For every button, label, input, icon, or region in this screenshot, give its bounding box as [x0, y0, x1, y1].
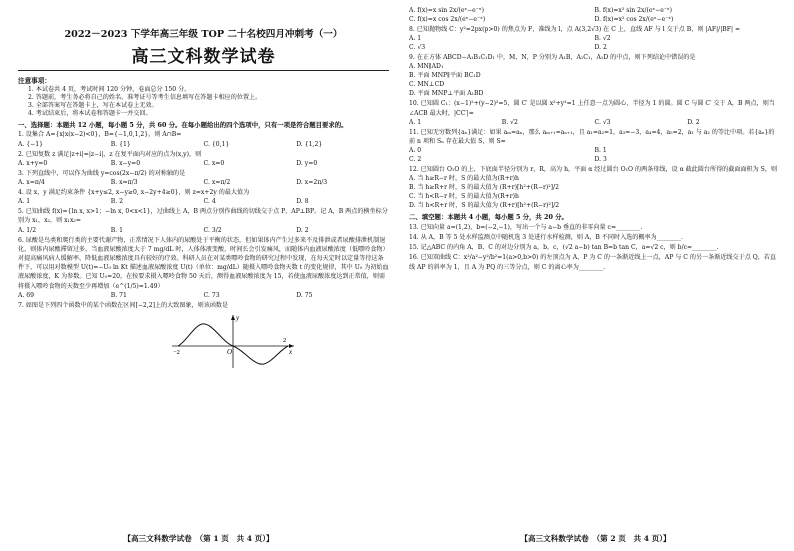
- footer-page-1: 【高三文科数学试卷 （第 1 页 共 4 页）】: [123, 534, 274, 543]
- question-text: 4. 设 x，y 满足约束条件 {x+y≤2, x−y≥0, x−2y+4≥0}，则 z=x+2y 的最大值为: [18, 189, 250, 197]
- option: B. 2: [110, 198, 123, 206]
- option: B. 71: [110, 291, 127, 299]
- options: [409, 118, 780, 127]
- question-1: [18, 130, 389, 148]
- question-2: [18, 150, 389, 168]
- option: D. 2: [594, 44, 607, 52]
- option: A. 1: [409, 118, 422, 126]
- options: [18, 178, 389, 187]
- note-item: 4. 考试结束后，将本试卷和答题卡一并交回。: [28, 110, 152, 117]
- question-text: 3. 下列直线中，可以作为曲线 y=cos(2x−π/2) 的对称轴的是: [18, 169, 186, 177]
- question-4: [18, 188, 389, 206]
- section-heading-choice: 一、选择题：本题共 12 小题，每小题 5 分，共 60 分。在每小题给出的四个选项中，只有一项是符合题目要求的。: [18, 121, 348, 129]
- option: C. 当 h<R−r 时，S 的最大值为(R+r)h: [409, 193, 519, 201]
- note-item: 3. 全部答案写在答题卡上，写在本试卷上无效。: [28, 102, 158, 109]
- option: A. 1: [409, 35, 422, 43]
- section-heading-fill: 二、填空题：本题共 4 小题，每小题 5 分，共 20 分。: [409, 213, 568, 222]
- options: [18, 291, 389, 300]
- option: A. MN∥AD₁: [409, 63, 444, 71]
- option: A. f(x)=x sin 2x/(eˣ−e⁻ˣ): [409, 7, 484, 14]
- question-text: 8. 已知抛物线 C：y²=2px(p>0) 的焦点为 F，准线为 l，点 A(3,2√3) 在 C 上，直线 AF 与 l 交于点 B，则 |AF|/|BF| =: [409, 26, 741, 33]
- y-axis-arrow: [231, 315, 235, 320]
- option: C. f(x)=x cos 2x/(eˣ−e⁻ˣ): [409, 16, 486, 23]
- option: B. √2: [501, 118, 518, 126]
- option: D. 3: [594, 156, 607, 164]
- y-axis-label: y: [236, 314, 240, 323]
- right-column: [409, 6, 780, 272]
- option: B. 1: [110, 226, 123, 234]
- options: [18, 159, 389, 168]
- question-8: [409, 25, 780, 52]
- option: D. f(x)=x² cos 2x/(eˣ−e⁻ˣ): [594, 16, 674, 23]
- option: A. 当 h≥R−r 时，S 的最大值为(R+r)h: [409, 175, 519, 183]
- question-7: [18, 301, 389, 373]
- option: A. {−1}: [18, 140, 44, 148]
- option: A. 69: [18, 291, 35, 299]
- option: D. {1,2}: [296, 140, 323, 148]
- question-text: 7. 如图是下列四个函数中的某个函数在区间[−2,2]上的大致图象，则该函数是: [18, 301, 229, 309]
- function-graph: [168, 312, 298, 370]
- question-text: 12. 已知圆台 O₁O 的上、下底面半径分别为 r，R，高为 h，平面 α 经过圆台 O₁O 的两条母线，设 α 截此圆台所得的截面面积为 S，则: [409, 166, 778, 174]
- question-text: 9. 在正方体 ABCD−A₁B₁C₁D₁ 中，M，N，P 分别为 A₁B，A₁C₁，A₁D 的中点，则下列结论中错误的是: [409, 54, 696, 62]
- option: D. x=2π/3: [296, 179, 328, 187]
- question-14: 14. 从 A，B 等 5 处水样监测点中随机选 3 处进行水样检测，则 A，B 不同时入选的概率为________.: [409, 234, 683, 242]
- q7-options: [409, 6, 780, 24]
- option: A. x+y=0: [18, 159, 48, 167]
- tick-label: −2: [173, 349, 180, 357]
- question-6: [18, 236, 389, 300]
- option: A. 1/2: [18, 226, 37, 234]
- option: C. x=0: [203, 159, 225, 167]
- exam-title: 2022－2023 下学年高三年级 TOP 二十名校四月冲刺考（一）: [64, 29, 343, 40]
- option: C. MN⊥CD: [409, 81, 445, 89]
- question-13: 13. 已知向量 a=(1,2)，b=(−2,−1)，写出一个与 a−b 垂直的非零向量 c=________.: [409, 223, 643, 231]
- option: B. 1: [594, 147, 607, 155]
- option: D. 8: [296, 198, 309, 206]
- option: C. 3/2: [203, 226, 222, 234]
- question-9: [409, 53, 780, 98]
- option: B. 平面 MNP∥平面 BC₁D: [409, 72, 481, 80]
- options: [409, 146, 780, 164]
- question-15: 15. 记△ABC 的内角 A，B，C 的对边分别为 a，b，c，(√2 a−b) tan B=b tan C，a=√2 c，则 b/c=________.: [409, 244, 719, 252]
- options: [18, 226, 389, 235]
- option: D. 2: [296, 226, 309, 234]
- question-16: 16. 已知双曲线 C：x²/a²−y²/b²=1(a>0,b>0) 的左顶点为 A，P 为 C 的一条渐近线上一点，AP 与 C 的另一条渐近线交于点 Q，若直线 AP 的斜率为 1，且 A 为 PQ 的三等分点，则 C 的离心率为________.: [409, 254, 777, 271]
- notes-heading: 注意事项：: [18, 77, 51, 85]
- options: [409, 62, 780, 98]
- option: C. √3: [594, 118, 611, 126]
- question-text: 11. 已知无穷数列{aₙ}满足：如果 aₘ=aₙ，那么 aₘ₊₁=aₙ₊₁，且 a₁=a₂=1，a₃=−3，a₄=4，a₅=2，a₁ 与 a₂ 的等比中项。若{aₙ}的前 n 项和 Sₙ 存在最大值 S，则 S=: [409, 128, 775, 146]
- question-text: 2. 已知复数 z 满足|z+i|=|z−i|，z 在复平面内对应的点为(x,y)，则: [18, 150, 202, 158]
- question-text: 1. 设集合 A={x|x(x−2)<0}，B={−1,0,1,2}，则 A∩B=: [18, 131, 182, 139]
- option: C. √3: [409, 44, 426, 52]
- option: B. 当 h≥R+r 时，S 的最大值为 (R+r)[h²+(R−r)²]/2: [409, 184, 559, 192]
- option: D. 当 h<R+r 时，S 的最大值为 (R+r)[h²+(R−r)²]/2: [409, 202, 560, 210]
- page-right: [397, 0, 794, 551]
- note-item: 2. 答题前，考生务必将自己的姓名、准考证号等考生信息填写在答题卡相应的位置上。: [28, 94, 262, 101]
- title-divider: [18, 70, 389, 71]
- question-text: 5. 已知曲线 f(x)={ln x, x>1；−ln x, 0<x<1}，过曲线上 A，B 两点分别作曲线的切线交于点 P，AP⊥BP。记 A，B 两点的横坐标分别为 x₁，x₂，则 x₁x₂=: [18, 208, 388, 225]
- question-text: 10. 已知圆 C₁：(x−1)²+(y−2)²=5，圆 C′ 是以圆 x²+y²=1 上任意一点为圆心，半径为 1 的圆。圆 C 与圆 C′ 交于 A，B 两点，则当∠ACB 最大时，|CC′|=: [409, 100, 775, 117]
- option: D. 平面 MNP⊥平面 A₁BD: [409, 90, 484, 98]
- note-item: 1. 本试卷共 4 页，考试时间 120 分钟，卷面总分 150 分。: [28, 86, 191, 93]
- question-text: 6. 尿酸是鸟类和爬行类的主要代谢产物，正常情况下人体内的尿酸处于平衡的状态，但如果体内产生过多来不及排泄或者尿酸排泄机制退化，则体内尿酸滞留过多，当血液尿酸浓度大于 7 mg/dL 时，人体体液变酸，时间长会引发痛风，而随体内血液尿酸浓度（低嘌呤食物）对提高痛风病人缓解率、降低血液尿酸浓度具有较好的疗效。科研人员在对某类嘌呤食物的研究过程中发现，在每天定时以定量等待这条件下，可以用对数模型 U(t)=−U₀ ln Kt 描述血液尿酸浓度 U(t)（单位：mg/dL）随摄入嘌呤食物天数 t 的变化规律，其中 U₀ 为初始血液尿酸浓度，K 为参数。已知 U₀=20，在按要求摄入嘌呤食物 50 天后，测得血液尿酸浓度为 15，若使血液尿酸浓度达到正常值，则需将摄入嘌呤食物的天数至少再增加（e^(1/5)≈1.49）: [18, 236, 389, 290]
- option: B. f(x)=x² sin 2x/(eˣ−e⁻ˣ): [594, 7, 672, 14]
- question-3: [18, 169, 389, 187]
- option: B. √2: [594, 35, 611, 43]
- options: [18, 197, 389, 206]
- option: C. 2: [409, 156, 422, 164]
- options: [409, 34, 780, 52]
- option: A. 1: [18, 198, 31, 206]
- option: D. 2: [687, 118, 700, 126]
- options: [18, 140, 389, 149]
- option: D. y=0: [296, 159, 318, 167]
- option: C. {0,1}: [203, 140, 230, 148]
- options: [409, 174, 780, 210]
- paper-title: 高三文科数学试卷: [131, 47, 276, 67]
- question-11: [409, 128, 780, 164]
- option: B. x=π/3: [110, 179, 138, 187]
- option: D. 75: [296, 291, 313, 299]
- option: A. x=π/4: [18, 179, 45, 187]
- left-column: [18, 6, 389, 373]
- footer-page-2: 【高三文科数学试卷 （第 2 页 共 4 页）】: [520, 534, 671, 543]
- option: C. x=π/2: [203, 179, 231, 187]
- question-5: [18, 207, 389, 234]
- option: C. 73: [203, 291, 220, 299]
- option: B. {1}: [110, 140, 131, 148]
- option: A. 0: [409, 147, 422, 155]
- question-12: [409, 165, 780, 210]
- option: B. x−y=0: [110, 159, 141, 167]
- option: C. 4: [203, 198, 216, 206]
- question-10: [409, 99, 780, 126]
- tick-label: 2: [283, 337, 287, 345]
- origin-label: O: [227, 348, 233, 357]
- x-axis-label: x: [289, 348, 293, 357]
